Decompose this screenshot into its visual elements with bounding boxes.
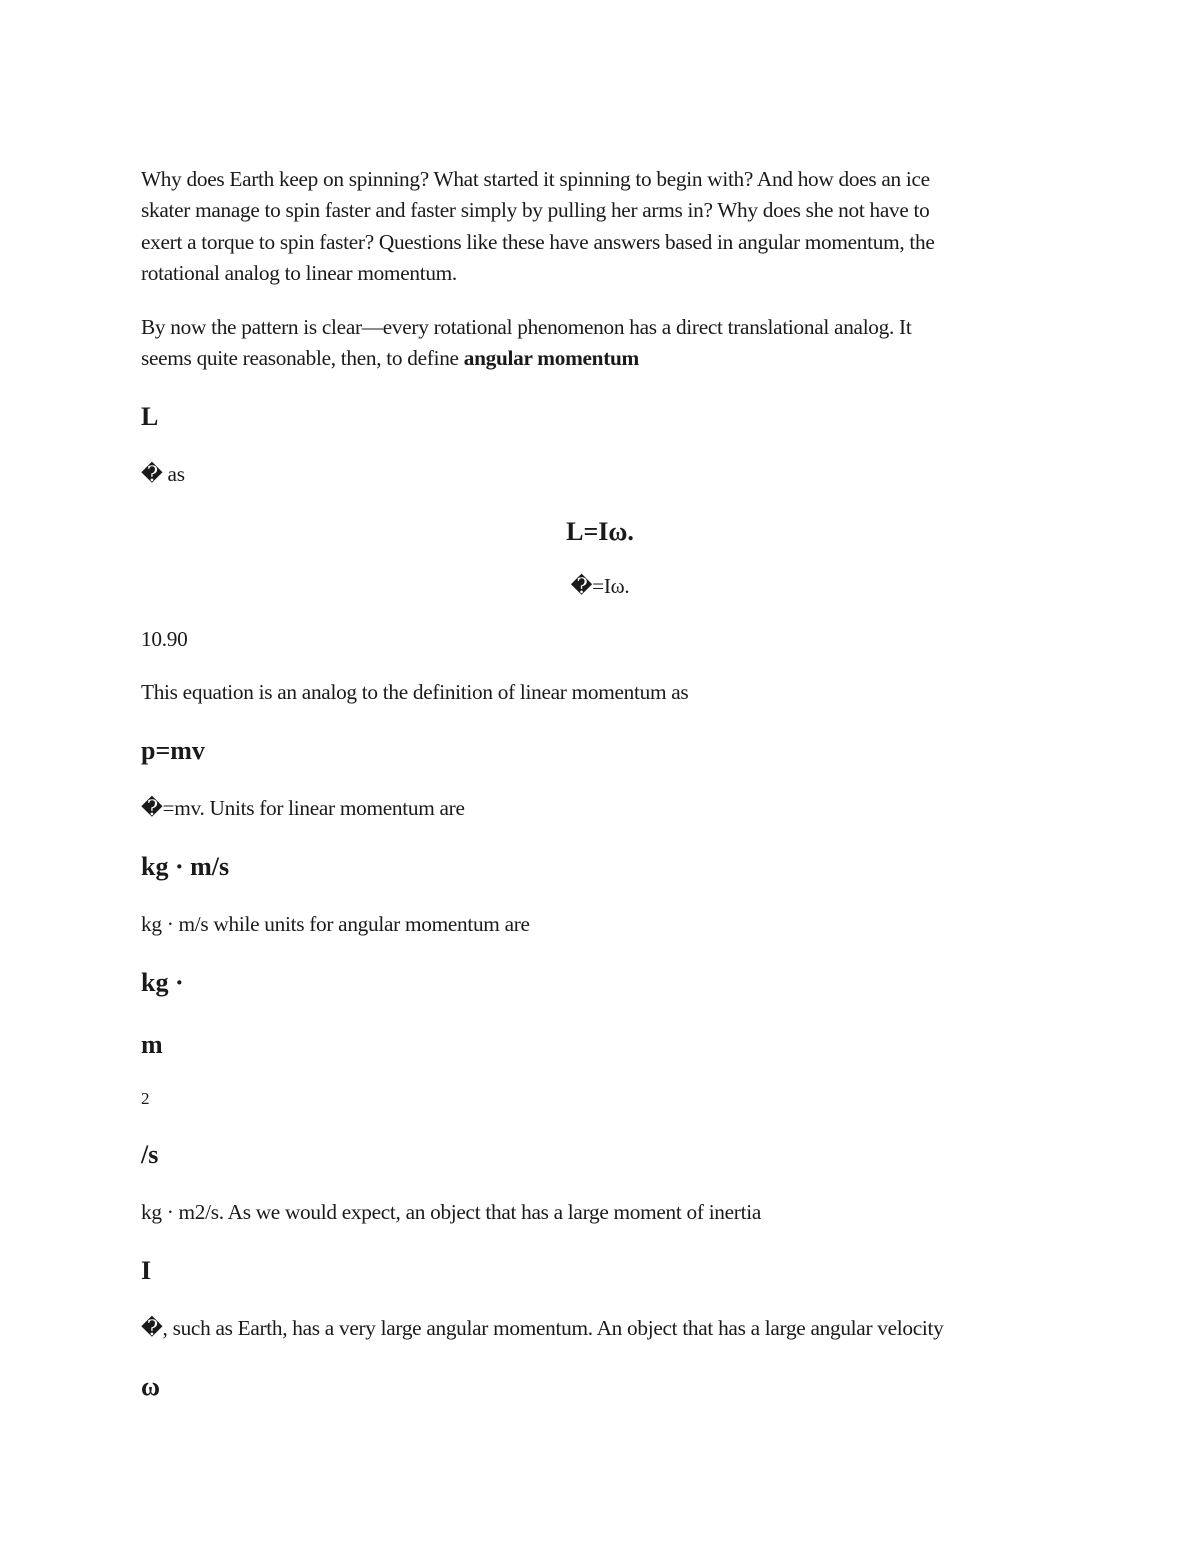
equation-number: 10.90 <box>141 627 188 651</box>
intro-paragraph <box>141 164 935 290</box>
math-kg-m-s: kg · m/s <box>141 852 230 881</box>
inertia-sentence: kg · m2/s. As we would expect, an object that has a large moment of inertia <box>141 1200 761 1224</box>
intro-line-4: rotational analog to linear momentum. <box>141 261 457 286</box>
units-angular-text: kg · m/s while units for angular momentum are <box>141 912 530 936</box>
math-per-s: /s <box>141 1140 159 1169</box>
definition-paragraph <box>141 312 911 375</box>
intro-line-2: skater manage to spin faster and faster simply by pulling her arms in? Why does she not have to <box>141 198 930 223</box>
math-symbol-I: I <box>141 1256 152 1285</box>
definition-line-1: By now the pattern is clear—every rotational phenomenon has a direct translational analog. It <box>141 315 912 339</box>
math-symbol-omega: ω <box>141 1372 161 1401</box>
math-symbol-L: L <box>141 402 159 431</box>
math-exponent-2: 2 <box>141 1089 150 1108</box>
math-kg: kg · <box>141 968 184 997</box>
equation-main: L=Iω. <box>566 517 634 546</box>
intro-line-1: Why does Earth keep on spinning? What started it spinning to begin with? And how does an ice <box>141 167 930 191</box>
math-pmv: p=mv <box>141 736 205 765</box>
intro-line-3: exert a torque to spin faster? Questions like these have answers based in angular momentum, the <box>141 229 935 254</box>
definition-line-2-text: seems quite reasonable, then, to define <box>141 346 464 371</box>
symbol-as-text: � as <box>141 462 185 486</box>
math-m: m <box>141 1030 163 1059</box>
analog-sentence: This equation is an analog to the definition of linear momentum as <box>141 680 689 704</box>
definition-line-2 <box>141 343 911 374</box>
angular-momentum-term: angular momentum <box>463 346 639 371</box>
equation-alt-text: �=Iω. <box>570 574 630 598</box>
units-linear-text: �=mv. Units for linear momentum are <box>141 796 465 820</box>
earth-sentence: �, such as Earth, has a very large angular momentum. An object that has a large angular velocity <box>141 1316 944 1340</box>
